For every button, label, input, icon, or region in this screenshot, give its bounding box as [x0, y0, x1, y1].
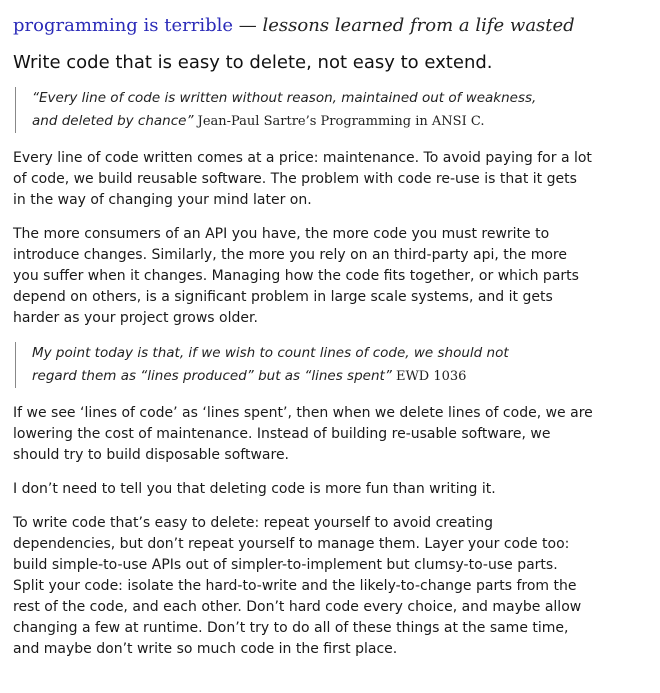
text-line: Every line of code written comes at a price: maintenance. To avoid paying for a lot: [13, 150, 592, 166]
text-line: harder as your project grows older.: [13, 310, 258, 326]
text-line: Split your code: isolate the hard-to-write and the likely-to-change parts from the: [13, 578, 577, 594]
site-header: [13, 14, 643, 38]
site-tagline: lessons learned from a life wasted: [262, 15, 575, 36]
quote-line: “Every line of code is written without reason, maintained out of weakness,: [32, 90, 537, 106]
article-page: [13, 14, 643, 673]
text-line: I don’t need to tell you that deleting code is more fun than writing it.: [13, 481, 496, 497]
text-line: build simple-to-use APIs out of simpler-to-implement but clumsy-to-use parts.: [13, 557, 558, 573]
paragraph-how-to: [13, 513, 643, 660]
text-line: lowering the cost of maintenance. Instead of building re-usable software, we: [13, 426, 551, 442]
quote-citation: Jean-Paul Sartre’s Programming in ANSI C.: [193, 114, 485, 129]
text-line: in the way of changing your mind later on.: [13, 192, 312, 208]
text-line: introduce changes. Similarly, the more you rely on an third-party api, the more: [13, 247, 567, 263]
text-line: The more consumers of an API you have, the more code you must rewrite to: [13, 226, 550, 242]
text-line: depend on others, is a significant problem in large scale systems, and it gets: [13, 289, 553, 305]
quote-line: My point today is that, if we wish to count lines of code, we should not: [32, 345, 509, 361]
paragraph-api-consumers: [13, 224, 643, 329]
quote-line: regard them as “lines produced” but as “lines spent”: [32, 368, 392, 384]
text-line: and maybe don’t write so much code in the first place.: [13, 641, 398, 657]
quote-citation: EWD 1036: [391, 369, 467, 384]
epigraph-quote-ewd: [15, 342, 643, 388]
paragraph-lines-spent: [13, 403, 643, 466]
text-line: should try to build disposable software.: [13, 447, 290, 463]
text-line: you suffer when it changes. Managing how the code fits together, or which parts: [13, 268, 579, 284]
text-line: of code, we build reusable software. The problem with code re-use is that it gets: [13, 171, 577, 187]
paragraph-deleting-fun: [13, 479, 643, 500]
post-title: Write code that is easy to delete, not easy to extend.: [13, 52, 493, 73]
header-separator: —: [233, 15, 263, 36]
paragraph-maintenance-cost: [13, 148, 643, 211]
epigraph-quote-sartre: [15, 87, 643, 133]
text-line: rest of the code, and each other. Don’t hard code every choice, and maybe allow: [13, 599, 582, 615]
text-line: changing a few at runtime. Don’t try to do all of these things at the same time,: [13, 620, 569, 636]
site-home-link[interactable]: programming is terrible: [13, 15, 234, 36]
quote-line: and deleted by chance”: [32, 113, 194, 129]
text-line: If we see ‘lines of code’ as ‘lines spent’, then when we delete lines of code, we are: [13, 405, 593, 421]
text-line: dependencies, but don’t repeat yourself to manage them. Layer your code too:: [13, 536, 570, 552]
text-line: To write code that’s easy to delete: repeat yourself to avoid creating: [13, 515, 494, 531]
